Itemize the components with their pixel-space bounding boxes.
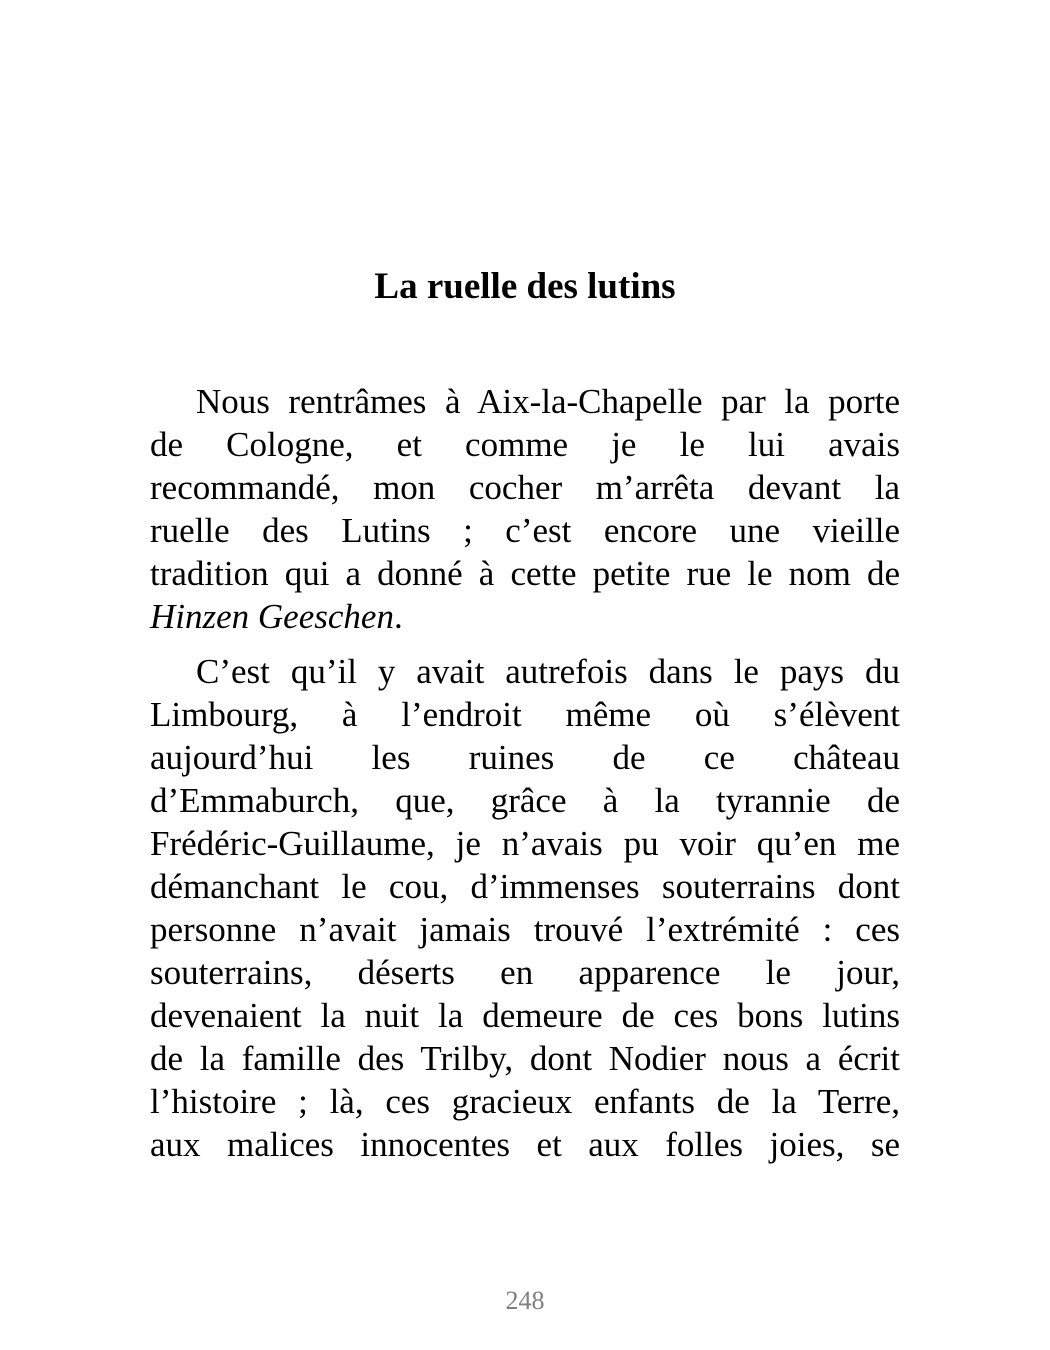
text-line: Frédéric-Guillaume, je n’avais pu voir qu’en me xyxy=(150,824,900,863)
text-line: tradition qui a donné à cette petite rue le nom de xyxy=(150,554,900,593)
text-line: de la famille des Trilby, dont Nodier nous a écrit xyxy=(150,1039,900,1078)
text-line: ruelle des Lutins ; c’est encore une vieille xyxy=(150,511,900,550)
punctuation: . xyxy=(393,597,403,636)
text-line: aujourd’hui les ruines de ce château xyxy=(150,738,900,777)
text-line: devenaient la nuit la demeure de ces bons lutins xyxy=(150,996,900,1035)
body-text xyxy=(150,380,900,1166)
text-line: Limbourg, à l’endroit même où s’élèvent xyxy=(150,695,900,734)
text-line xyxy=(150,595,900,638)
text-line: aux malices innocentes et aux folles joies, se xyxy=(150,1125,900,1164)
paragraph-1 xyxy=(150,380,900,638)
paragraph-2 xyxy=(150,650,900,1166)
text-line: Nous rentrâmes à Aix-la-Chapelle par la porte xyxy=(196,382,900,421)
text-line: souterrains, déserts en apparence le jour, xyxy=(150,953,900,992)
italic-term: Hinzen Geeschen xyxy=(150,597,394,636)
text-line: de Cologne, et comme je le lui avais xyxy=(150,425,900,464)
page-number: 248 xyxy=(505,1286,545,1315)
text-line: personne n’avait jamais trouvé l’extrémité : ces xyxy=(150,910,900,949)
text-line: démanchant le cou, d’immenses souterrains dont xyxy=(150,867,900,906)
text-line: recommandé, mon cocher m’arrêta devant la xyxy=(150,468,900,507)
text-line: l’histoire ; là, ces gracieux enfants de la Terre, xyxy=(150,1082,900,1121)
text-line: d’Emmaburch, que, grâce à la tyrannie de xyxy=(150,781,900,820)
text-line: C’est qu’il y avait autrefois dans le pays du xyxy=(196,652,900,691)
chapter-title: La ruelle des lutins xyxy=(374,266,676,307)
paragraph-spacer xyxy=(150,638,900,650)
